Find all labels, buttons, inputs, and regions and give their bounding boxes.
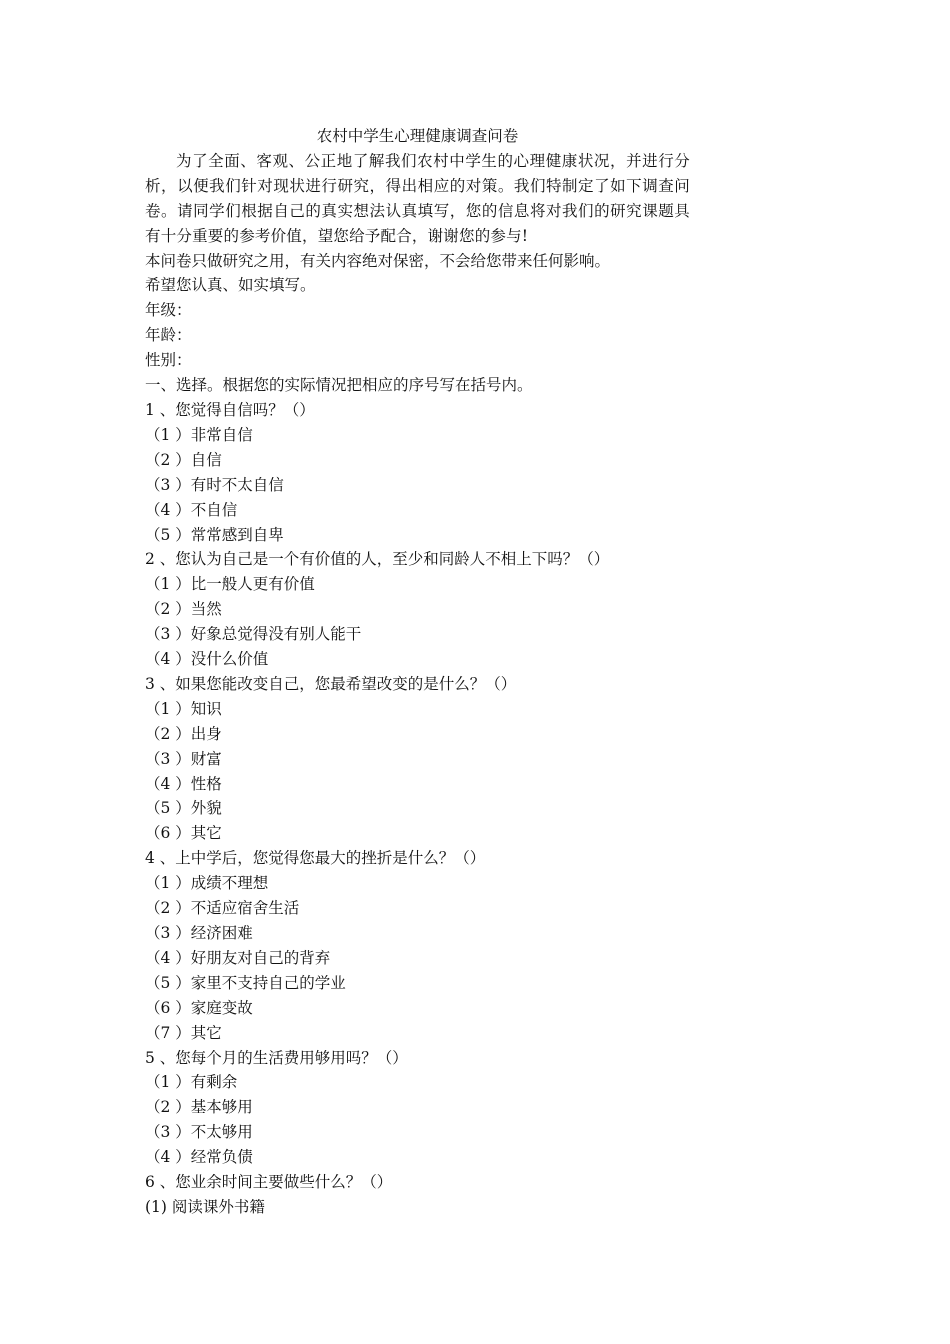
option-item: （1 ）有剩余 [145, 1073, 238, 1092]
option-item: （3 ）经济困难 [145, 924, 253, 942]
section-title: 一、选择。根据您的实际情况把相应的序号写在括号内。 [145, 376, 533, 395]
option-item: （5 ）家里不支持自己的学业 [145, 973, 346, 992]
question-text: 3 、如果您能改变自己，您最希望改变的是什么？（） [145, 674, 517, 693]
option-item: （4 ）经常负债 [145, 1148, 253, 1167]
option-item: （4 ）不自信 [145, 500, 238, 519]
option-item: （4 ）性格 [145, 774, 222, 793]
option-item: （3 ）有时不太自信 [145, 475, 284, 494]
option-item: （5 ）外貌 [145, 799, 222, 818]
option-item: （2 ）出身 [145, 724, 222, 743]
option-item: （6 ）家庭变故 [145, 998, 253, 1017]
option-item: （5 ）常常感到自卑 [145, 525, 284, 544]
document-title: 农村中学生心理健康调查问卷 [316, 127, 519, 145]
question-4 [145, 846, 690, 1045]
question-text: 6 、您业余时间主要做些什么？（） [145, 1173, 393, 1192]
option-item: （4 ）没什么价值 [145, 650, 269, 669]
question-6 [145, 1170, 690, 1220]
confidential-note: 本问卷只做研究之用，有关内容绝对保密，不会给您带来任何影响。 [145, 251, 611, 270]
option-item: （1 ）成绩不理想 [145, 874, 269, 893]
question-2 [145, 547, 690, 672]
grade-field: 年级： [145, 301, 192, 320]
option-item: （1 ）比一般人更有价值 [145, 575, 315, 594]
question-text: 5 、您每个月的生活费用够用吗？（） [145, 1048, 408, 1067]
question-3 [145, 672, 690, 846]
option-item: （3 ）不太够用 [145, 1123, 253, 1142]
question-text: 1 、您觉得自信吗？（） [145, 400, 315, 419]
option-item: （7 ）其它 [145, 1023, 222, 1042]
option-item: （2 ）不适应宿舍生活 [145, 899, 300, 918]
request-note: 希望您认真、如实填写。 [145, 276, 316, 295]
option-item: (1) 阅读课外书籍 [145, 1197, 265, 1216]
question-1 [145, 398, 690, 547]
document-page [145, 124, 690, 1220]
option-item: （1 ）知识 [145, 699, 222, 718]
question-5 [145, 1046, 690, 1171]
option-item: （2 ）自信 [145, 450, 222, 469]
option-item: （2 ）当然 [145, 600, 222, 619]
option-item: （3 ）好象总觉得没有别人能干 [145, 625, 362, 644]
gender-field: 性别： [145, 351, 192, 370]
age-field: 年龄： [145, 326, 192, 345]
option-item: （3 ）财富 [145, 749, 222, 768]
option-item: （2 ）基本够用 [145, 1098, 253, 1117]
option-item: （1 ）非常自信 [145, 425, 253, 444]
intro-paragraph: 为了全面、客观、公正地了解我们农村中学生的心理健康状况，并进行分析，以便我们针对现状进行研究，得出相应的对策。我们特制定了如下调查问卷。请同学们根据自己的真实想法认真填写，您的信息将对我们的研究课题具有十分重要的参考价值，望您给予配合，谢谢您的参与! [145, 151, 690, 245]
option-item: （4 ）好朋友对自己的背弃 [145, 948, 331, 967]
option-item: （6 ）其它 [145, 824, 222, 843]
question-text: 2 、您认为自己是一个有价值的人，至少和同龄人不相上下吗？（） [145, 550, 610, 569]
question-text: 4 、上中学后，您觉得您最大的挫折是什么？（） [145, 849, 486, 868]
